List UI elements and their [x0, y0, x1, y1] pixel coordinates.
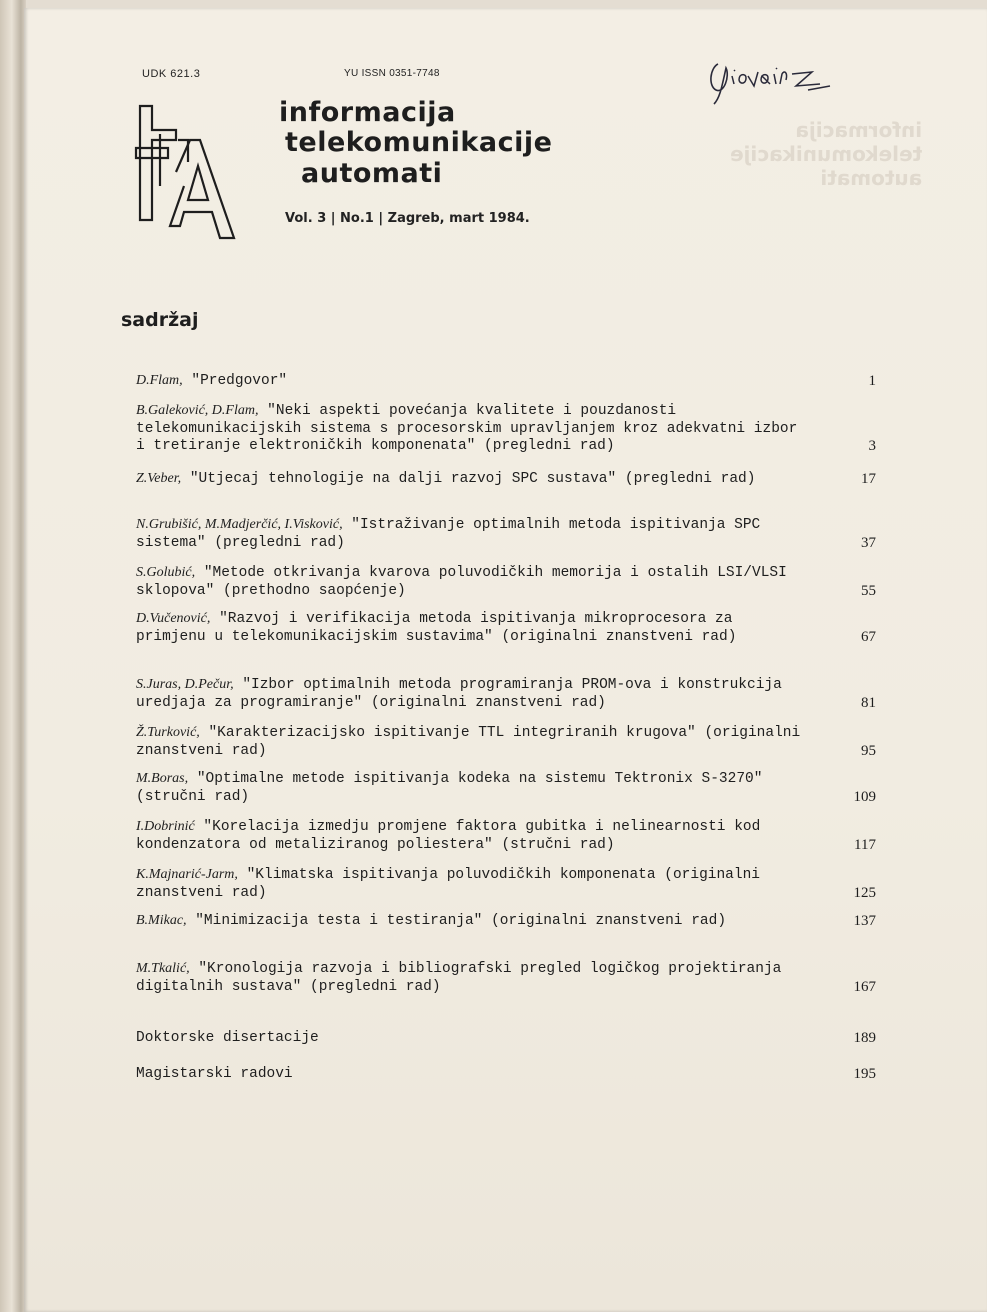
- entry-authors: D.Flam,: [136, 373, 183, 388]
- toc-entry: [136, 1066, 876, 1084]
- toc-entry: [136, 610, 876, 646]
- entry-page: 117: [854, 836, 876, 853]
- toc-entry: [136, 912, 876, 931]
- entry-page: 17: [861, 471, 876, 487]
- entry-title: Magistarski radovi: [136, 1066, 293, 1082]
- toc-entry: [136, 818, 876, 854]
- bleed-through-text: informacija telekomunikacije automati: [730, 118, 923, 190]
- toc-entry: [136, 470, 876, 489]
- toc-entry: [136, 564, 876, 600]
- entry-title: "Utjecaj tehnologije na dalji razvoj SPC sustava" (pregledni rad): [189, 471, 756, 487]
- entry-page: 167: [853, 978, 876, 995]
- entry-authors: Ž.Turković,: [136, 725, 200, 740]
- ita-logo: [132, 100, 240, 242]
- entry-page: 125: [853, 884, 876, 901]
- entry-title: "Razvoj i verifikacija metoda ispitivanja mikroprocesora za primjenu u telekomunikacijskim sustavima" (originalni znanstveni rad): [136, 611, 737, 645]
- entry-title: Doktorske disertacije: [136, 1030, 319, 1046]
- entry-authors: I.Dobrinić: [136, 819, 195, 834]
- entry-page: 37: [861, 534, 876, 551]
- entry-title: "Kronologija razvoja i bibliografski pregled logičkog projektiranja digitalnih sustava" (pregledni rad): [136, 961, 782, 995]
- entry-title: "Korelacija izmedju promjene faktora gubitka i nelinearnosti kod kondenzatora od metaliziranog poliestera" (stručni rad): [136, 819, 761, 853]
- toc-entry: [136, 724, 876, 760]
- entry-title: "Izbor optimalnih metoda programiranja PROM-ova i konstrukcija uredjaja za programiranje" (originalni znanstveni rad): [136, 677, 782, 711]
- entry-title: "Optimalne metode ispitivanja kodeka na sistemu Tektronix S-3270" (stručni rad): [136, 771, 763, 805]
- entry-authors: M.Tkalić,: [136, 961, 190, 976]
- entry-authors: S.Golubić,: [136, 565, 196, 580]
- toc-entry: [136, 676, 876, 712]
- entry-title: "Metode otkrivanja kvarova poluvodičkih memorija i ostalih LSI/VLSI sklopova" (prethodno saopćenje): [136, 565, 787, 599]
- issn-code: YU ISSN 0351-7748: [344, 68, 440, 79]
- entry-page: 189: [853, 1030, 876, 1046]
- journal-title-line-3: automati: [301, 158, 443, 189]
- journal-title-line-2: telekomunikacije: [285, 127, 553, 158]
- entry-authors: M.Boras,: [136, 771, 189, 786]
- entry-title: "Karakterizacijsko ispitivanje TTL integriranih krugova" (originalni znanstveni rad): [136, 725, 801, 759]
- entry-page: 1: [868, 373, 876, 389]
- entry-page: 3: [868, 438, 876, 454]
- entry-title: "Klimatska ispitivanja poluvodičkih komponenata (originalni znanstveni rad): [136, 867, 760, 901]
- entry-page: 195: [853, 1066, 876, 1082]
- entry-authors: K.Majnarić-Jarm,: [136, 867, 238, 882]
- entry-title: "Minimizacija testa i testiranja" (originalni znanstveni rad): [195, 913, 727, 929]
- toc-entry: [136, 960, 876, 996]
- entry-page: 95: [861, 742, 876, 759]
- toc-entry: [136, 866, 876, 902]
- adjacent-page-edge: [0, 0, 26, 1312]
- udk-code: UDK 621.3: [142, 68, 201, 80]
- toc-entry: [136, 770, 876, 806]
- toc-entry: [136, 402, 876, 456]
- entry-authors: B.Mikac,: [136, 913, 187, 928]
- entry-title: "Predgovor": [191, 373, 288, 389]
- entry-title: "Neki aspekti povećanja kvalitete i pouzdanosti telekomunikacijskih sistema s procesorskim upravljanjem kroz adekvatni izbor i tretiranje elektroničkih komponenata" (pregledni rad): [136, 403, 798, 454]
- entry-page: 109: [853, 788, 876, 805]
- entry-authors: S.Juras, D.Pečur,: [136, 677, 234, 692]
- entry-page: 81: [861, 694, 876, 711]
- toc-entry: [136, 372, 876, 391]
- toc-entry: [136, 516, 876, 552]
- toc-entry: [136, 1030, 876, 1048]
- journal-title-line-1: informacija: [279, 97, 456, 128]
- entry-authors: Z.Veber,: [136, 471, 182, 486]
- contents-heading: sadržaj: [121, 309, 199, 331]
- entry-authors: B.Galeković, D.Flam,: [136, 403, 259, 418]
- entry-title: "Istraživanje optimalnih metoda ispitivanja SPC sistema" (pregledni rad): [136, 517, 761, 551]
- entry-page: 137: [853, 913, 876, 929]
- issue-info: Vol. 3 | No.1 | Zagreb, mart 1984.: [285, 211, 530, 226]
- handwritten-signature: [700, 46, 840, 106]
- entry-authors: N.Grubišić, M.Madjerčić, I.Visković,: [136, 517, 343, 532]
- entry-page: 67: [861, 628, 876, 645]
- entry-page: 55: [861, 582, 876, 599]
- entry-authors: D.Vučenović,: [136, 611, 211, 626]
